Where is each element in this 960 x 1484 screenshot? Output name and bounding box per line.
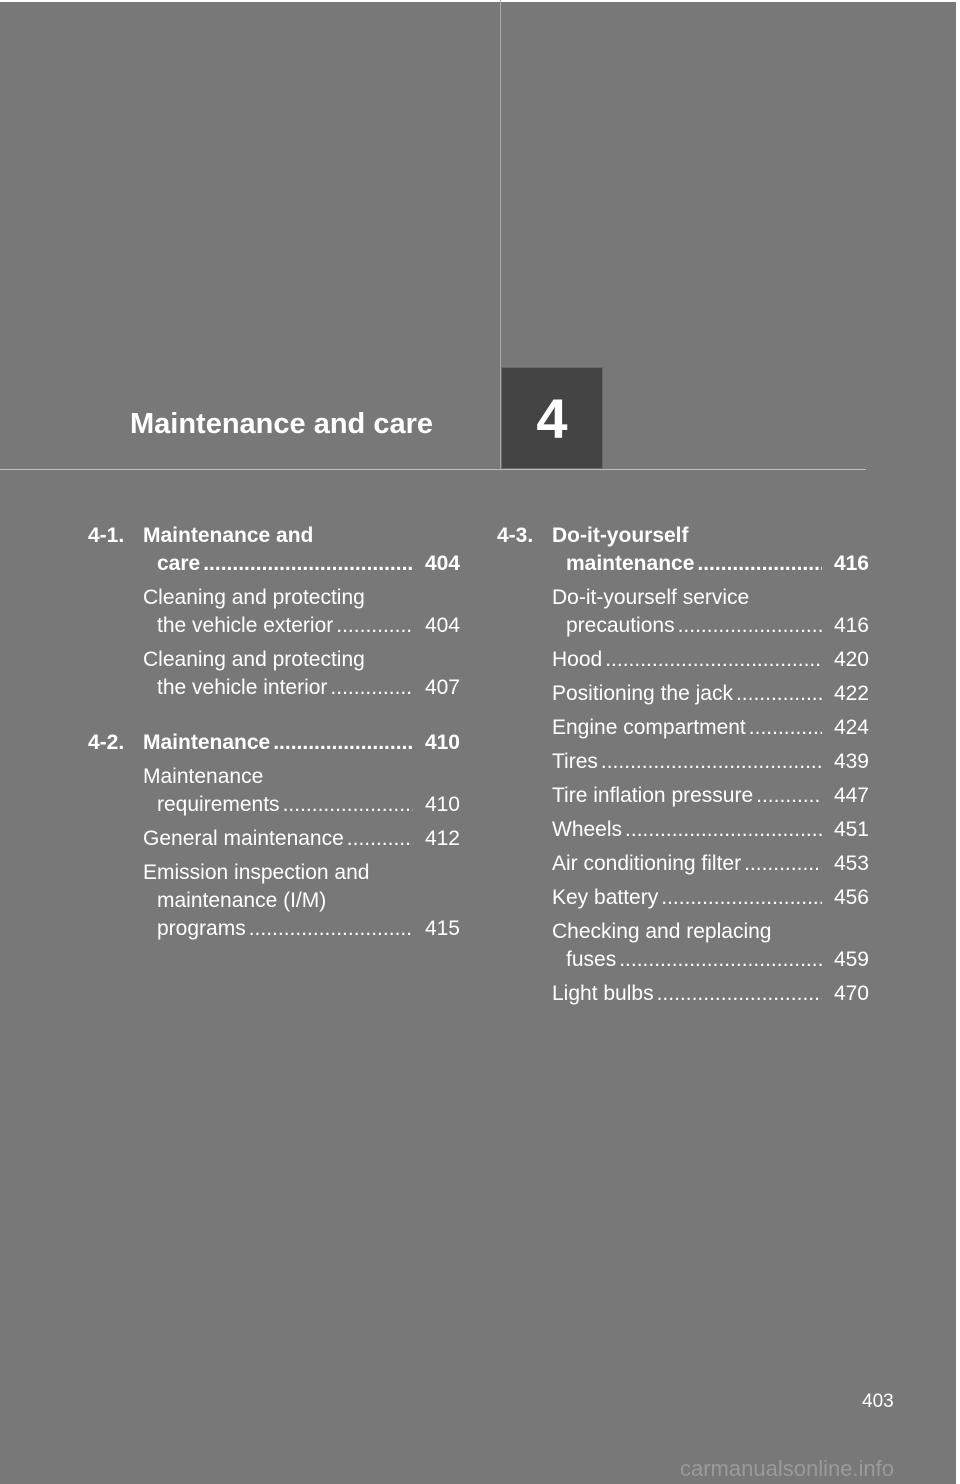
page-ref: 470 [833, 982, 869, 1005]
entry-text: precautions [566, 614, 675, 637]
page-ref: 404 [424, 552, 460, 575]
toc-column-left [88, 522, 460, 943]
section-title-line: Maintenance and [143, 524, 314, 547]
entry-text: Tire inflation pressure [552, 784, 754, 807]
entry-text: the vehicle exterior [157, 614, 334, 637]
toc-entry[interactable] [497, 816, 869, 844]
entry-text: Emission inspection and [143, 861, 370, 884]
chapter-number-box [501, 367, 603, 469]
page-frame-top [0, 0, 960, 2]
toc-entry[interactable] [497, 782, 869, 810]
page-ref: 422 [833, 682, 869, 705]
entry-text: Hood [552, 648, 603, 671]
leader-dots [678, 612, 822, 640]
toc-entry[interactable] [497, 884, 869, 912]
watermark: carmanualsonline.info [680, 1456, 895, 1481]
chapter-title: Maintenance and care [130, 408, 433, 440]
toc-entry[interactable] [88, 646, 460, 702]
toc-section-4-2[interactable] [88, 729, 460, 757]
page-number: 403 [862, 1391, 894, 1412]
leader-dots [756, 782, 822, 810]
section-number: 4-2. [88, 731, 125, 754]
entry-text: Maintenance [143, 765, 264, 788]
toc-entry[interactable] [497, 680, 869, 708]
entry-text: Cleaning and protecting [143, 648, 365, 671]
chapter-number: 4 [536, 386, 568, 450]
toc-section-4-3[interactable] [497, 522, 869, 578]
section-title-line: care [157, 552, 201, 575]
leader-dots [347, 825, 413, 853]
page-ref: 416 [833, 614, 869, 637]
entry-text: the vehicle interior [157, 676, 328, 699]
entry-text: Air conditioning filter [552, 852, 742, 875]
page-ref: 453 [833, 852, 869, 875]
section-number: 4-3. [497, 524, 534, 547]
entry-text: Key battery [552, 886, 659, 909]
section-title-line: Do-it-yourself [552, 524, 689, 547]
page-frame-right [956, 0, 960, 1484]
leader-dots [283, 791, 413, 819]
page-ref: 456 [833, 886, 869, 909]
leader-dots [605, 646, 822, 674]
page-ref: 459 [833, 948, 869, 971]
entry-text: Engine compartment [552, 716, 746, 739]
toc-entry[interactable] [497, 748, 869, 776]
leader-dots [619, 946, 822, 974]
page-ref: 424 [833, 716, 869, 739]
leader-dots [273, 729, 413, 757]
page-ref: 447 [833, 784, 869, 807]
toc-entry[interactable] [497, 850, 869, 878]
leader-dots [657, 980, 822, 1008]
entry-text: Tires [552, 750, 598, 773]
toc-entry[interactable] [88, 584, 460, 640]
entry-text: Do-it-yourself service [552, 586, 750, 609]
page-ref: 415 [424, 917, 460, 940]
page-ref: 416 [833, 552, 869, 575]
toc-entry[interactable] [88, 859, 460, 943]
page-ref: 412 [424, 827, 460, 850]
page-ref: 410 [424, 793, 460, 816]
section-number: 4-1. [88, 524, 125, 547]
toc-section-4-1[interactable] [88, 522, 460, 578]
entry-text: Light bulbs [552, 982, 654, 1005]
leader-dots [601, 748, 822, 776]
page-ref: 407 [424, 676, 460, 699]
leader-dots [661, 884, 822, 912]
leader-dots [625, 816, 822, 844]
entry-text: requirements [157, 793, 280, 816]
page-ref: 439 [833, 750, 869, 773]
leader-dots [249, 915, 413, 943]
toc-entry[interactable] [497, 584, 869, 640]
leader-dots [330, 674, 413, 702]
page-ref: 451 [833, 818, 869, 841]
leader-dots [749, 714, 822, 742]
entry-text: programs [157, 917, 246, 940]
leader-dots [203, 550, 413, 578]
toc-entry[interactable] [88, 825, 460, 853]
entry-text: Cleaning and protecting [143, 586, 365, 609]
toc-entry[interactable] [497, 980, 869, 1008]
leader-dots [744, 850, 822, 878]
page-ref: 410 [424, 731, 460, 754]
entry-text: fuses [566, 948, 617, 971]
entry-text: Positioning the jack [552, 682, 733, 705]
toc-entry[interactable] [497, 918, 869, 974]
entry-text: Wheels [552, 818, 623, 841]
entry-text: maintenance (I/M) [157, 889, 327, 912]
leader-dots [736, 680, 822, 708]
chapter-divider-horizontal [0, 469, 866, 470]
section-title-line: maintenance [566, 552, 695, 575]
leader-dots [336, 612, 413, 640]
page-ref: 420 [833, 648, 869, 671]
toc-entry[interactable] [497, 646, 869, 674]
toc-entry[interactable] [88, 763, 460, 819]
toc-entry[interactable] [497, 714, 869, 742]
leader-dots [697, 550, 822, 578]
entry-text: General maintenance [143, 827, 344, 850]
entry-text: Checking and replacing [552, 920, 772, 943]
toc-column-right [497, 522, 869, 1008]
page-ref: 404 [424, 614, 460, 637]
section-title-line: Maintenance [143, 731, 271, 754]
